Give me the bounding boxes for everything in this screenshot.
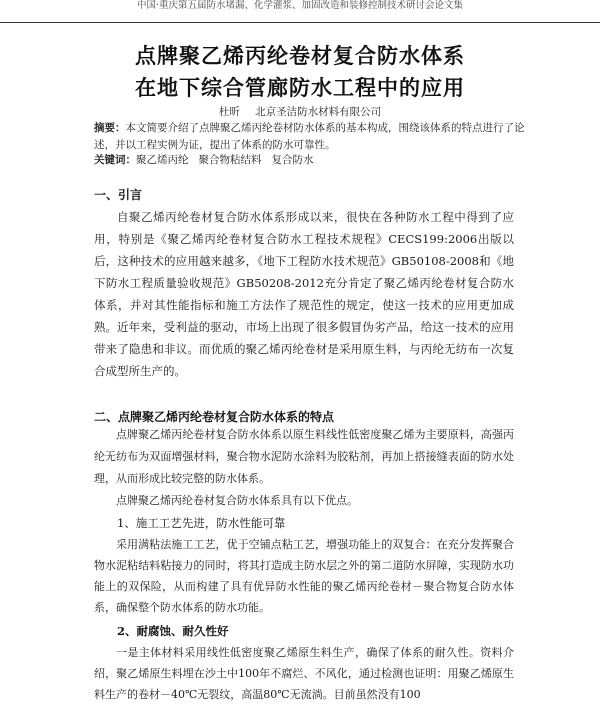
keyword-item: 聚乙烯丙纶 <box>136 154 189 166</box>
running-header <box>0 0 600 23</box>
author-affiliation: 北京圣洁防水材料有限公司 <box>255 106 382 118</box>
keywords <box>94 152 534 169</box>
keyword-item: 聚合物粘结料 <box>198 154 262 166</box>
paragraph: 一是主体材料采用线性低密度聚乙烯原生料生产，确保了体系的耐久性。资料介绍，聚乙烯原生料埋在沙土中100年不腐烂、不风化，通过检测也证明：用聚乙烯原生料生产的卷材－40℃无裂纹，高温80℃无流淌。目前虽然没有100 <box>94 646 514 701</box>
paragraph: 近年来，受利益的驱动，市场上出现了很多假冒伪劣产品，给这一技术的应用带来了隐患和非议。而优质的聚乙烯丙纶卷材是采用原生料，与丙纶无纺布一次复合成型所生产的。 <box>94 320 514 378</box>
author-line <box>0 104 600 119</box>
section-heading-introduction: 一、引言 <box>94 188 143 202</box>
subsection-heading: 2、耐腐蚀、耐久性好 <box>117 624 229 638</box>
paper-title-line-1: 点牌聚乙烯丙纶卷材复合防水体系 <box>135 44 465 68</box>
paragraph: 采用满粘法施工工艺，优于空铺点粘工艺，增强功能上的双复合：在充分发挥聚合物水泥粘结料粘接力的同时，将其打造成主防水层之外的第二道防水屏障，实现防水功能上的双保险，从而构建了具有优异防水性能的聚乙烯丙纶卷材－聚合物复合防水体系，确保整个防水体系的防水功能。 <box>94 538 514 614</box>
abstract-label: 摘要： <box>94 122 126 134</box>
paragraph: 点牌聚乙烯丙纶卷材复合防水体系具有以下优点。 <box>116 494 358 507</box>
keywords-label: 关键词： <box>94 154 136 166</box>
running-header-text: 中国·重庆第五届防水堵漏、化学灌浆、加固改造和装修控制技术研讨会论文集 <box>136 0 464 11</box>
section-heading-features: 二、点牌聚乙烯丙纶卷材复合防水体系的特点 <box>94 410 335 424</box>
subsection-heading: 1、施工工艺先进，防水性能可靠 <box>117 516 286 530</box>
abstract-text: 本文简要介绍了点牌聚乙烯丙纶卷材防水体系的基本构成，围绕该体系的特点进行了论述，并以工程实例为证，提出了体系的防水可靠性。 <box>94 122 525 151</box>
paragraph: 点牌聚乙烯丙纶卷材复合防水体系以原生料线性低密度聚乙烯为主要原料，高强丙纶无纺布为双面增强材料，聚合物水泥防水涂料为胶粘剂，再加上搭接缝表面的防水处理，从而形成比较完整的防水体系。 <box>94 428 514 485</box>
author-name: 杜昕 <box>218 106 240 118</box>
paragraph: 自聚乙烯丙纶卷材复合防水体系形成以来，很快在各种防水工程中得到了应用，特别是《聚乙烯丙纶卷材复合防水工程技术规程》CECS199:2006出版以后，这种技术的应用越来越多，《地下工程防水技术规范》GB50108-2008和《地下防水工程质量验收规范》GB50208-2012充分肯定了聚乙烯丙纶卷材复合防水体系，并对其性能指标和施工方法作了规范性的规定，使这一技术的应用更加成熟。 <box>94 210 514 334</box>
paper-title-line-2: 在地下综合管廊防水工程中的应用 <box>135 76 465 100</box>
abstract <box>94 120 534 154</box>
keyword-item: 复合防水 <box>271 154 314 166</box>
